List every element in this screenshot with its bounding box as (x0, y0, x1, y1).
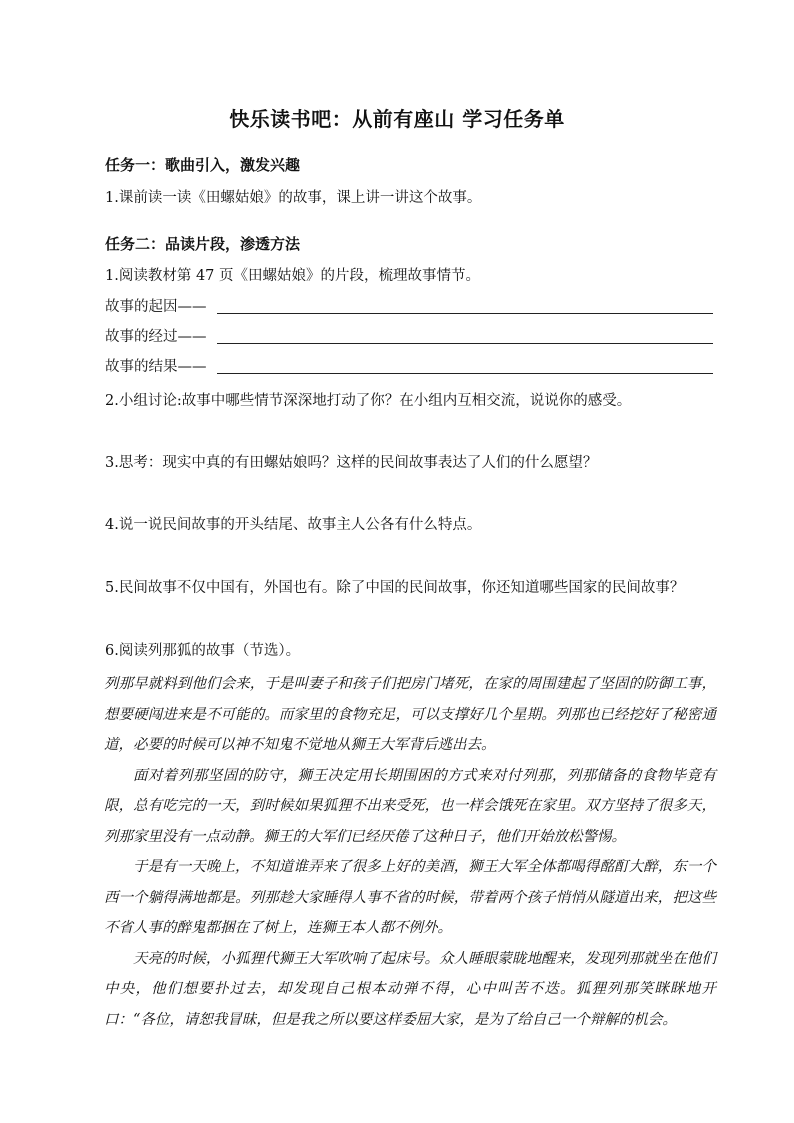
story-paragraph-3: 于是有一天晚上，不知道谁弄来了很多上好的美酒，狮王大军全体都喝得酩酊大醉，东一个西一个躺得满地都是。列那趁大家睡得人事不省的时候，带着两个孩子悄悄从隧道出来，把这些不省人事的醉鬼都捆在了树上，连狮王本人都不例外。 (104, 859, 716, 936)
story-paragraph-1: 列那早就料到他们会来，于是叫妻子和孩子们把房门堵死，在家的周围建起了坚固的防御工事，想要硬闯进来是不可能的。而家里的食物充足，可以支撑好几个星期。列那也已经挖好了秘密通道，必要的时候可以神不知鬼不觉地从狮王大军背后逃出去。 (104, 676, 716, 753)
story-excerpt (104, 669, 716, 1035)
fill-blank-result[interactable] (217, 373, 713, 374)
fill-label-process: 故事的经过—— (105, 329, 207, 345)
task2-item-5: 5.民间故事不仅中国有，外国也有。除了中国的民间故事，你还知道哪些国家的民间故事？ (105, 580, 685, 596)
task2-item-1: 1.阅读教材第 47 页《田螺姑娘》的片段，梳理故事情节。 (105, 268, 481, 284)
fill-label-result: 故事的结果—— (105, 359, 207, 375)
task2-item-2: 2.小组讨论:故事中哪些情节深深地打动了你？在小组内互相交流，说说你的感受。 (105, 393, 632, 409)
page-title: 快乐读书吧：从前有座山 学习任务单 (229, 107, 565, 131)
story-paragraph-2: 面对着列那坚固的防守，狮王决定用长期围困的方式来对付列那，列那储备的食物毕竟有限，总有吃完的一天，到时候如果狐狸不出来受死，也一样会饿死在家里。双方坚持了很多天，列那家里没有一点动静。狮王的大军们已经厌倦了这种日子，他们开始放松警惕。 (104, 767, 716, 845)
fill-blank-process[interactable] (217, 343, 713, 344)
fill-row-result (105, 355, 713, 377)
fill-blank-cause[interactable] (217, 313, 713, 314)
task2-item-3: 3.思考：现实中真的有田螺姑娘吗？这样的民间故事表达了人们的什么愿望？ (105, 455, 598, 471)
task1-item-1: 1.课前读一读《田螺姑娘》的故事，课上讲一讲这个故事。 (105, 190, 482, 206)
fill-row-process (105, 325, 713, 347)
task1-heading: 任务一：歌曲引入，激发兴趣 (105, 156, 301, 174)
task2-item-4: 4.说一说民间故事的开头结尾、故事主人公各有什么特点。 (105, 517, 482, 533)
story-paragraph-4: 天亮的时候，小狐狸代狮王大军吹响了起床号。众人睡眼蒙眬地醒来，发现列那就坐在他们中央，他们想要扑过去，却发现自己根本动弹不得，心中叫苦不迭。狐狸列那笑眯眯地开口：“各位，请恕我冒昧，但是我之所以要这样委屈大家，是为了给自己一个辩解的机会。 (104, 950, 716, 1028)
fill-label-cause: 故事的起因—— (105, 299, 207, 315)
fill-row-cause (105, 295, 713, 317)
task2-heading: 任务二：品读片段，渗透方法 (105, 235, 301, 253)
task2-item-6: 6.阅读列那狐的故事（节选）。 (105, 643, 301, 659)
